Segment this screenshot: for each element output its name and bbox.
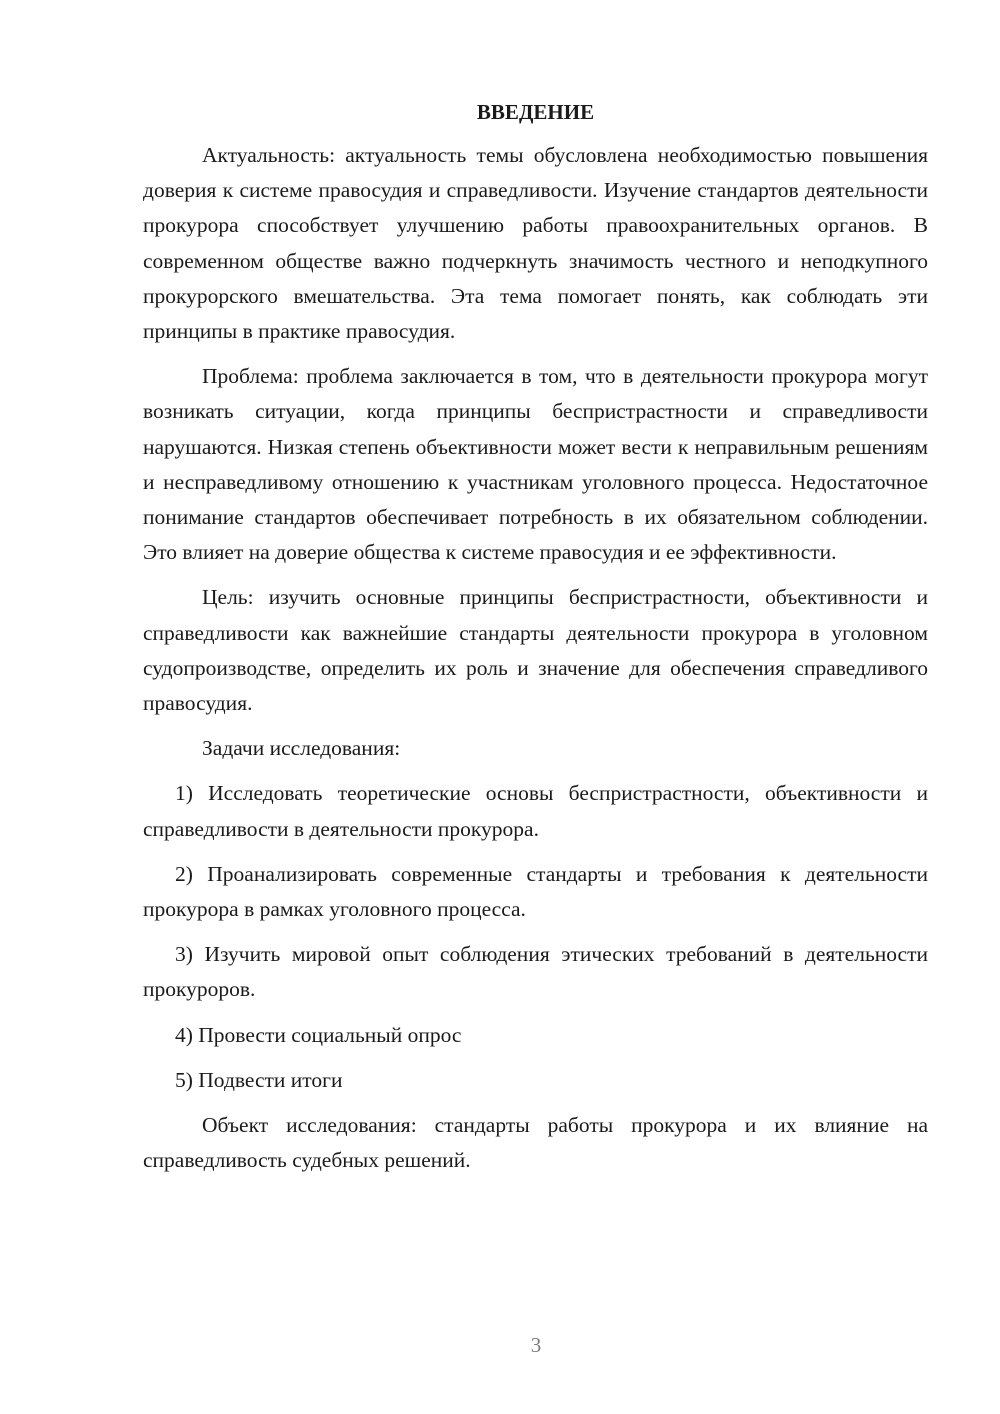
task-item: 5) Подвести итоги xyxy=(175,1067,343,1092)
section-heading: ВВЕДЕНИЕ xyxy=(476,100,595,124)
task-item: 3) Изучить мировой опыт соблюдения этических требований в деятельности прокуроров. xyxy=(143,942,928,1002)
page-number: 3 xyxy=(530,1333,542,1357)
page-content xyxy=(143,96,928,1188)
paragraph-object: Объект исследования: стандарты работы прокурора и их влияние на справедливость судебных решений. xyxy=(143,1113,928,1173)
task-item: 2) Проанализировать современные стандарты и требования к деятельности прокурора в рамках уголовного процесса. xyxy=(143,861,928,922)
paragraph-problem: Проблема: проблема заключается в том, что в деятельности прокурора могут возникать ситуации, когда принципы беспристрастности и справедливости нарушаются. Низкая степень объективности может вести к неправильным решениям и несправедливому отношению к участникам уголовного процесса. Недостаточное понимание стандартов обеспечивает потребность в их обязательном соблюдении. Это влияет на доверие общества к системе правосудия и ее эффективности. xyxy=(143,364,928,565)
task-item: 1) Исследовать теоретические основы беспристрастности, объективности и справедливости в деятельности прокурора. xyxy=(143,781,928,841)
paragraph-tasks-title: Задачи исследования: xyxy=(202,736,401,761)
task-item: 4) Провести социальный опрос xyxy=(175,1022,462,1047)
paragraph-relevance: Актуальность: актуальность темы обусловлена необходимостью повышения доверия к системе правосудия и справедливости. Изучение стандартов деятельности прокурора способствует улучшению работы правоохранительных органов. В современном обществе важно подчеркнуть значимость честного и неподкупного прокурорского вмешательства. Эта тема помогает понять, как соблюдать эти принципы в практике правосудия. xyxy=(143,143,928,344)
paragraph-goal: Цель: изучить основные принципы беспристрастности, объективности и справедливости как важнейшие стандарты деятельности прокурора в уголовном судопроизводстве, определить их роль и значение для обеспечения справедливого правосудия. xyxy=(143,585,928,716)
